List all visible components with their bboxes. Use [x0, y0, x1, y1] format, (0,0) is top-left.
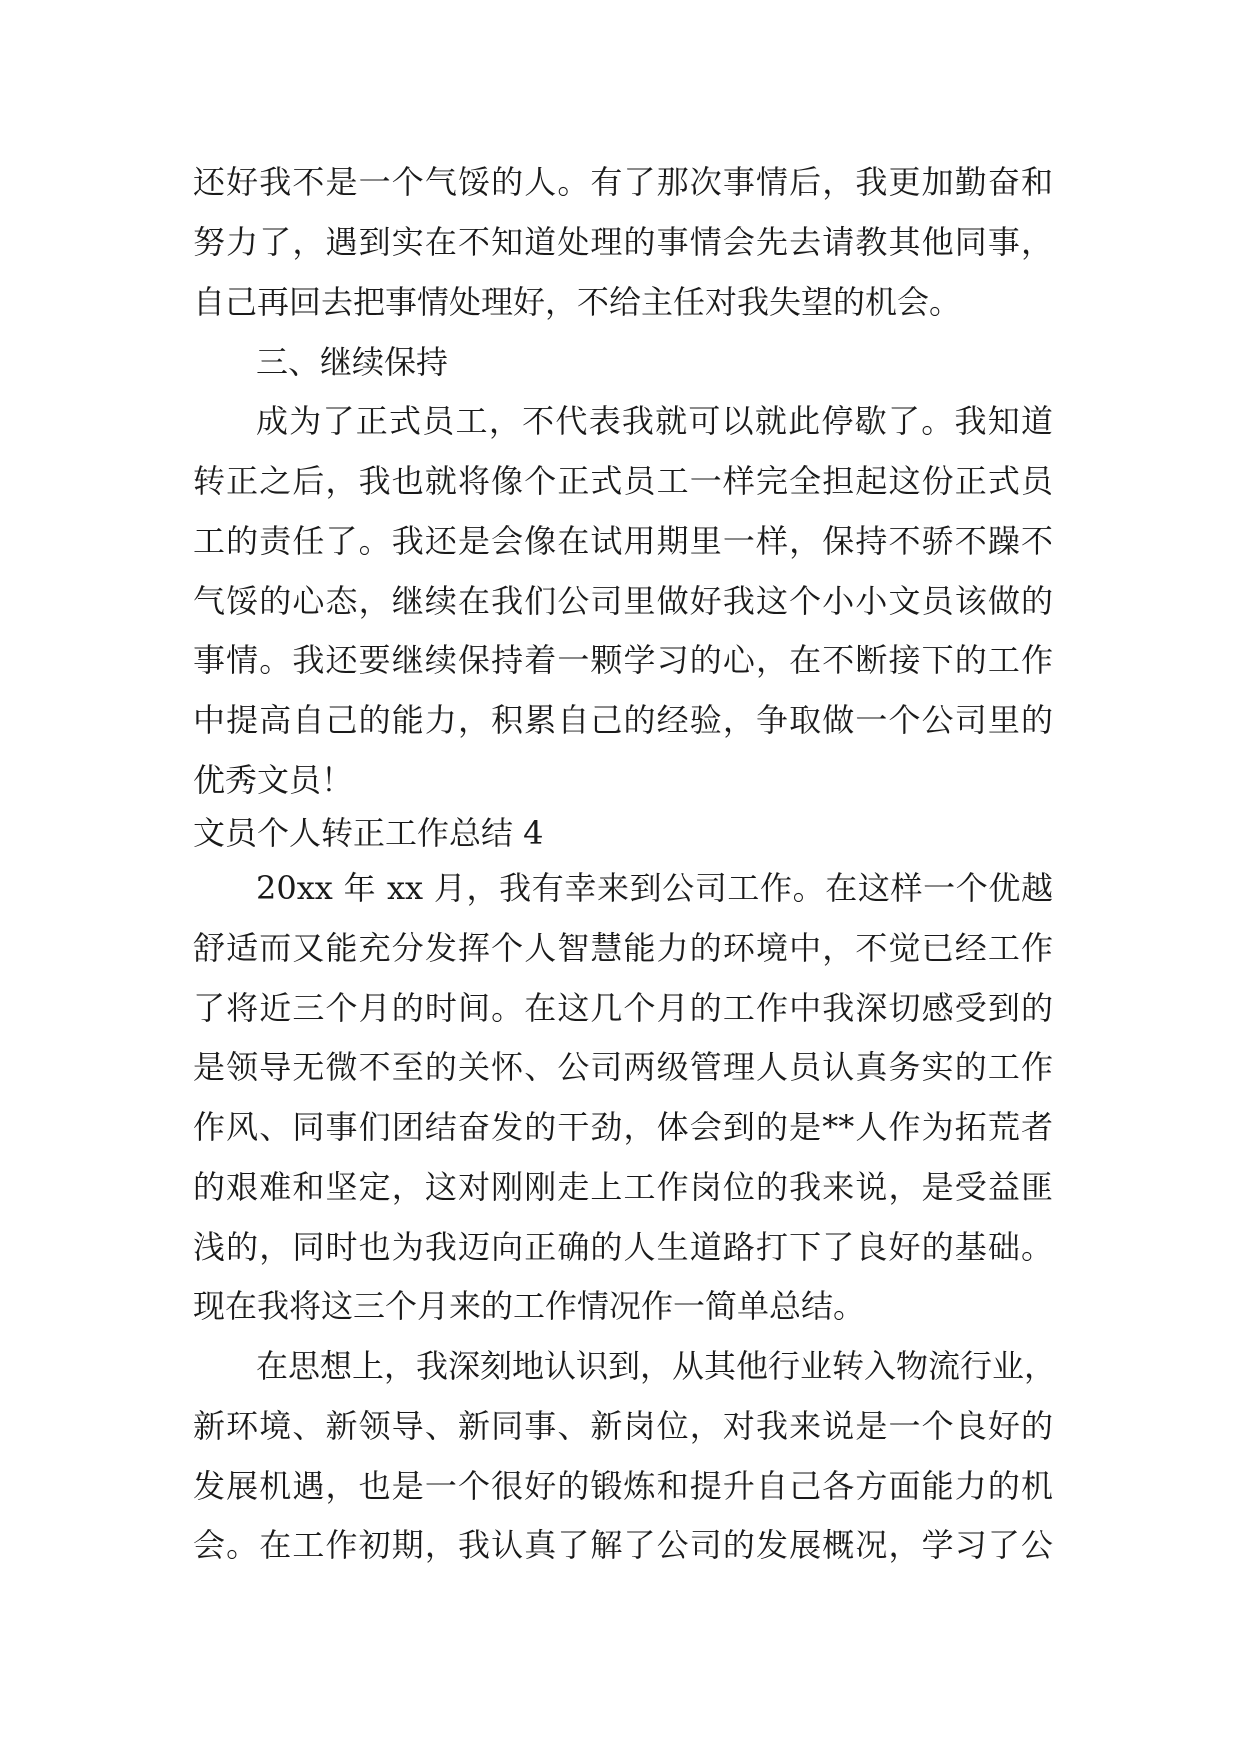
paragraph-line: 事情。我还要继续保持着一颗学习的心，在不断接下的工作 [193, 641, 1053, 679]
paragraph-line: 中提高自己的能力，积累自己的经验，争取做一个公司里的 [193, 701, 1053, 739]
paragraph-line: 转正之后，我也就将像个正式员工一样完全担起这份正式员 [193, 462, 1053, 500]
paragraph-line: 工的责任了。我还是会像在试用期里一样，保持不骄不躁不 [193, 522, 1053, 560]
paragraph-line: 新环境、新领导、新同事、新岗位，对我来说是一个良好的 [193, 1407, 1053, 1445]
paragraph-line: 努力了，遇到实在不知道处理的事情会先去请教其他同事， [193, 223, 1053, 261]
paragraph-line: 了将近三个月的时间。在这几个月的工作中我深切感受到的 [193, 989, 1053, 1027]
paragraph-line: 在思想上，我深刻地认识到，从其他行业转入物流行业， [256, 1347, 1057, 1385]
document-title: 文员个人转正工作总结 4 [193, 814, 544, 852]
paragraph-line: 舒适而又能充分发挥个人智慧能力的环境中，不觉已经工作 [193, 929, 1053, 967]
paragraph-line: 现在我将这三个月来的工作情况作一简单总结。 [193, 1287, 866, 1325]
paragraph-line: 还好我不是一个气馁的人。有了那次事情后，我更加勤奋和 [193, 163, 1053, 201]
paragraph-line: 的艰难和坚定，这对刚刚走上工作岗位的我来说，是受益匪 [193, 1168, 1053, 1206]
paragraph-line: 20xx 年 xx 月，我有幸来到公司工作。在这样一个优越 [256, 869, 1053, 907]
paragraph-line: 发展机遇，也是一个很好的锻炼和提升自己各方面能力的机 [193, 1467, 1053, 1505]
section-heading: 三、继续保持 [256, 343, 449, 381]
paragraph-line: 优秀文员！ [193, 761, 354, 799]
paragraph-line: 作风、同事们团结奋发的干劲，体会到的是**人作为拓荒者 [193, 1108, 1053, 1146]
paragraph-line: 气馁的心态，继续在我们公司里做好我这个小小文员该做的 [193, 582, 1053, 620]
paragraph-line: 浅的，同时也为我迈向正确的人生道路打下了良好的基础。 [193, 1228, 1053, 1266]
paragraph-line: 自己再回去把事情处理好，不给主任对我失望的机会。 [193, 283, 962, 321]
paragraph-line: 成为了正式员工，不代表我就可以就此停歇了。我知道 [256, 402, 1053, 440]
paragraph-line: 会。在工作初期，我认真了解了公司的发展概况，学习了公 [193, 1526, 1053, 1564]
paragraph-line: 是领导无微不至的关怀、公司两级管理人员认真务实的工作 [193, 1048, 1053, 1086]
